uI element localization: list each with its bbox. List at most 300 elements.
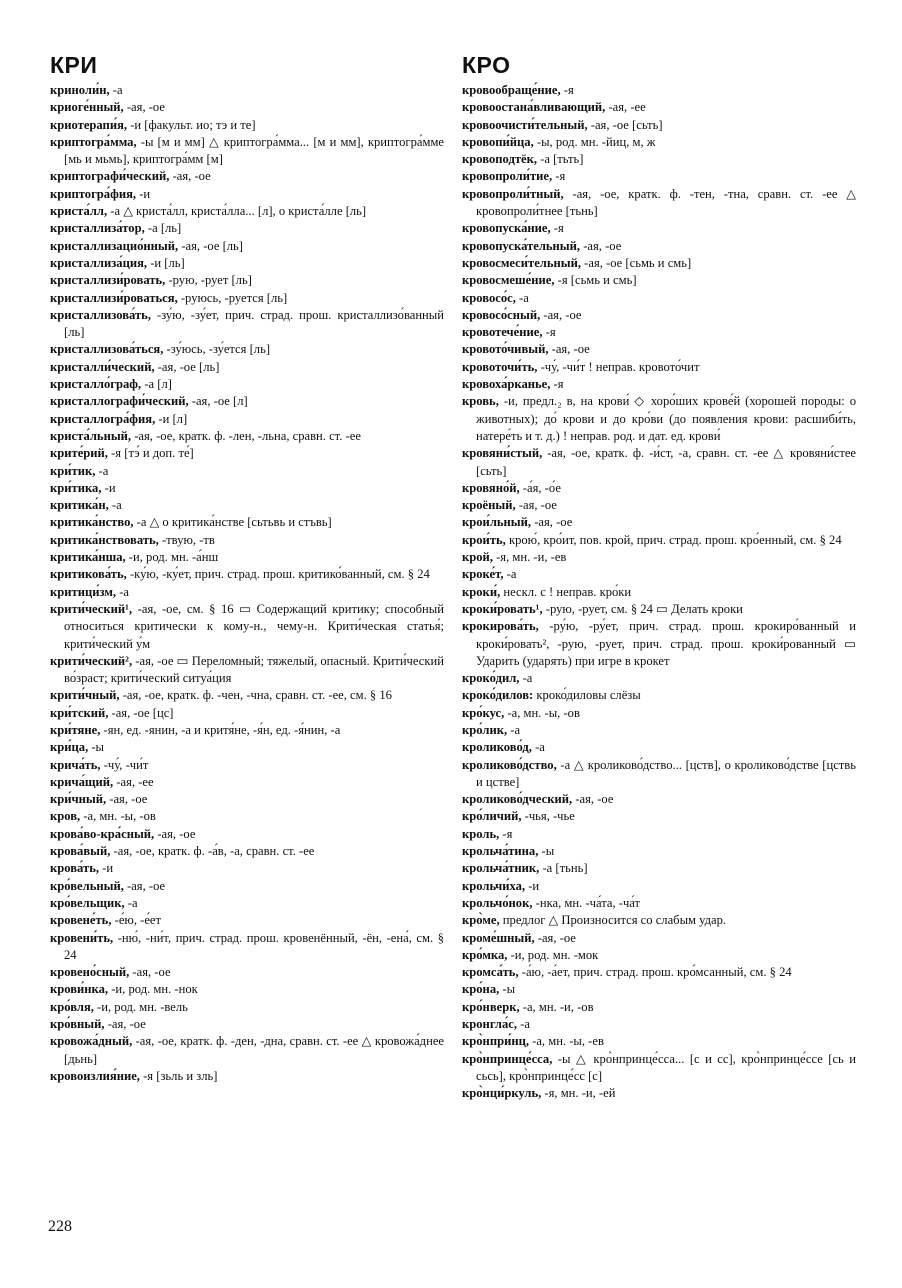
entry-definition: -а <box>116 584 130 599</box>
dictionary-entry <box>462 359 856 376</box>
dictionary-entry <box>462 826 856 843</box>
entry-definition: -я, мн. -и, -ей <box>541 1086 616 1101</box>
dictionary-entry <box>50 930 444 965</box>
dictionary-entry <box>462 584 856 601</box>
entry-definition: -ая, -ое <box>540 307 582 322</box>
entry-headword: кро̀ме, <box>462 913 500 928</box>
dictionary-entry <box>50 808 444 825</box>
dictionary-entry <box>50 272 444 289</box>
dictionary-entry <box>50 826 444 843</box>
dictionary-entry <box>50 514 444 531</box>
entry-definition: -ру́ю, -ру́ет, прич. страд. прош. крокиро́ванный и кроки́ровать², -рую, -рует, прич. страд. прош. кроки́рованный ▭ Ударить (ударять) при игре в крокет <box>476 619 856 668</box>
entry-definition: -а <box>515 290 529 305</box>
entry-headword: кровене́ть, <box>50 913 112 928</box>
entry-headword: криста́лл, <box>50 204 108 219</box>
entry-headword: кро́на, <box>462 982 500 997</box>
entry-headword: критика́нша, <box>50 550 126 565</box>
dictionary-entry <box>462 393 856 445</box>
entry-definition: -ая, -ое <box>129 965 171 980</box>
entry-headword: кро̀нпри́нц, <box>462 1034 529 1049</box>
dictionary-entry <box>50 601 444 653</box>
entry-headword: критика́н, <box>50 498 109 513</box>
entry-headword: криоге́нный, <box>50 100 124 115</box>
entry-definition: -ая, -ое [ль] <box>178 238 243 253</box>
entry-headword: кроки́, <box>462 584 501 599</box>
dictionary-entry <box>462 549 856 566</box>
entry-definition: -ян, ед. -янин, -а и критя́не, -я́н, ед. -я́нин, -а <box>100 722 341 737</box>
entry-definition: -а <box>507 722 521 737</box>
entry-definition: -ы [м и мм] △ криптогра́мма... [м и мм], криптогра́мме [мь и мьмь], криптогра́мм [м] <box>64 134 444 167</box>
dictionary-entry <box>462 134 856 151</box>
dictionary-entry <box>462 220 856 237</box>
entry-headword: кри́тик, <box>50 463 96 478</box>
entry-definition: -я <box>550 221 564 236</box>
entry-headword: кри́тика, <box>50 480 102 495</box>
entry-definition: -ая, -ое [сьть] <box>587 117 663 132</box>
entry-headword: кро́нверк, <box>462 999 520 1014</box>
dictionary-entry <box>50 1068 444 1085</box>
entry-headword: кровени́ть, <box>50 930 114 945</box>
dictionary-entry <box>462 255 856 272</box>
left-guide-word: КРИ <box>50 52 98 78</box>
dictionary-entry <box>50 774 444 791</box>
entry-headword: кристалли́ческий, <box>50 359 155 374</box>
dictionary-entry <box>50 307 444 342</box>
left-column <box>50 52 444 1085</box>
entry-headword: кровено́сный, <box>50 965 130 980</box>
dictionary-entry <box>462 307 856 324</box>
dictionary-entry <box>462 947 856 964</box>
entry-headword: кровоизлия́ние, <box>50 1068 140 1083</box>
dictionary-entry <box>462 1085 856 1102</box>
dictionary-entry <box>462 791 856 808</box>
entry-definition: -ая, -ое, кратк. ф. -и́ст, -а, сравн. ст. -ее △ кровяни́стее [сьть] <box>476 446 856 478</box>
entry-definition: -ы <box>538 844 555 859</box>
entry-headword: крольчи́ха, <box>462 878 526 893</box>
entry-definition: -руюсь, -руется [ль] <box>177 290 288 305</box>
entry-headword: кромса́ть, <box>462 965 519 980</box>
entry-definition: -и <box>99 861 114 876</box>
entry-headword: кроёный, <box>462 498 516 513</box>
entry-headword: криптографи́ческий, <box>50 169 170 184</box>
entry-headword: критика́нствовать, <box>50 532 159 547</box>
entry-definition: -и, род. мн. -нок <box>108 982 198 997</box>
entry-headword: кроликово́дство, <box>462 757 557 772</box>
entry-headword: кроко́дил, <box>462 671 520 686</box>
entry-definition: -а <box>95 463 109 478</box>
entry-headword: кровожа́дный, <box>50 1034 133 1049</box>
entry-definition: -чу́, -чи́т ! неправ. кровото́чит <box>537 359 700 374</box>
dictionary-entry <box>50 566 444 583</box>
entry-headword: крои́ть, <box>462 532 506 547</box>
entry-definition: -твую, -тв <box>158 532 215 547</box>
entry-definition: -а [л] <box>141 377 172 392</box>
dictionary-entry <box>462 670 856 687</box>
entry-definition: -ая, -ое, кратк. ф. -чен, -чна, сравн. ст. -ее, см. § 16 <box>119 688 392 703</box>
dictionary-entry <box>50 82 444 99</box>
entry-headword: криптогра́мма, <box>50 134 137 149</box>
dictionary-entry <box>50 220 444 237</box>
entry-definition: -рую, -рует, см. § 24 ▭ Делать кроки <box>542 601 743 616</box>
dictionary-entry <box>462 930 856 947</box>
entry-definition: -нка, мн. -ча́та, -ча́т <box>532 895 641 910</box>
dictionary-entry <box>462 497 856 514</box>
entry-headword: критика́нство, <box>50 515 134 530</box>
entry-definition: -и, род. мн. -а́нш <box>125 550 219 565</box>
entry-headword: кристаллизова́ться, <box>50 342 164 357</box>
dictionary-entry <box>462 514 856 531</box>
entry-headword: крольча́тник, <box>462 861 540 876</box>
entry-definition: -ы <box>499 982 516 997</box>
entry-headword: кристаллографи́ческий, <box>50 394 189 409</box>
entry-definition: -ая, -ое [л] <box>188 394 248 409</box>
entry-headword: кристаллизова́ть, <box>50 307 151 322</box>
entry-definition: -зу́юсь, -зу́ется [ль] <box>163 342 271 357</box>
entry-headword: крой, <box>462 550 493 565</box>
entry-definition: -а <box>503 567 517 582</box>
dictionary-entry <box>50 843 444 860</box>
entry-definition: -ая, -ое, кратк. ф. -тен, -тна, сравн. ст. -ее △ кровопроли́тнее [тьнь] <box>476 186 856 219</box>
dictionary-entry <box>462 532 856 549</box>
entry-definition: нескл. с ! неправ. кро́ки <box>500 584 632 599</box>
dictionary-entry <box>50 411 444 428</box>
entry-definition: -и, предл.₂ в, на крови́ ◇ хоро́ших крове́й (хорошей породы: о животных); до́ крови и до кро́ви (до появления крови: расшиби́ть, натере́ть и т. д.) ! неправ. род. и дат. ед. крови́ <box>476 394 856 443</box>
entry-headword: кровопуска́тельный, <box>462 238 581 253</box>
dictionary-entry <box>50 532 444 549</box>
entry-definition: -я <box>552 169 566 184</box>
entry-definition: -ая, -ое <box>123 878 166 893</box>
entry-headword: криноли́н, <box>50 83 110 97</box>
entry-headword: кри́тяне, <box>50 722 101 737</box>
entry-definition: кроко́диловы слёзы <box>533 688 641 703</box>
entry-definition: -и, род. мн. -мок <box>507 947 599 962</box>
dictionary-entry <box>462 999 856 1016</box>
entry-definition: -и, род. мн. -вель <box>93 999 188 1014</box>
dictionary-entry <box>462 151 856 168</box>
entry-definition: -и [факульт. ио; тэ и те] <box>127 117 256 132</box>
entry-headword: критици́зм, <box>50 584 117 599</box>
entry-definition: -ая, -ое ▭ Переломный; тяжелый, опасный. Крити́ческий во́зраст; крити́ческий ситуа́ция <box>64 653 444 686</box>
entry-definition: -а, мн. -ы, -ев <box>529 1034 604 1049</box>
right-entry-list <box>462 82 856 1103</box>
entry-headword: кроликово́дческий, <box>462 792 573 807</box>
entry-definition: -а, мн. -ы, -ов <box>80 809 156 824</box>
entry-headword: кроке́т, <box>462 567 504 582</box>
entry-definition: -ню́, -ни́т, прич. страд. прош. кровенённый, -ён, -ена́, см. § 24 <box>64 930 444 962</box>
entry-definition: -и <box>136 186 151 201</box>
entry-headword: кристаллизи́ровать, <box>50 273 166 288</box>
entry-definition: -ая, -ое [цс] <box>108 705 174 720</box>
entry-headword: криотерапи́я, <box>50 117 128 132</box>
entry-definition: -я <box>499 826 513 841</box>
entry-headword: кристаллиза́ция, <box>50 255 148 270</box>
entry-headword: кро́кус, <box>462 705 505 720</box>
entry-headword: крольча́тина, <box>462 844 539 859</box>
entry-headword: кро́вный, <box>50 1017 105 1032</box>
dictionary-entry <box>462 324 856 341</box>
entry-definition: -ая, -ое <box>154 826 196 841</box>
dictionary-entry <box>462 1016 856 1033</box>
entry-definition: предлог △ Произносится со слабым удар. <box>499 913 727 928</box>
entry-definition: -а <box>519 671 533 686</box>
dictionary-entry <box>462 99 856 116</box>
entry-headword: кроль, <box>462 826 500 841</box>
entry-headword: кровяни́стый, <box>462 446 543 461</box>
dictionary-entry <box>50 428 444 445</box>
dictionary-entry <box>50 290 444 307</box>
entry-definition: -ая, -ое <box>580 238 622 253</box>
entry-headword: кроме́шный, <box>462 930 535 945</box>
entry-definition: -и [л] <box>155 411 188 426</box>
entry-headword: кровопи́йца, <box>462 134 534 149</box>
entry-definition: -ы, род. мн. -йиц, м, ж <box>533 134 656 149</box>
entry-definition: -ая, -ое <box>515 498 557 513</box>
dictionary-entry <box>462 601 856 618</box>
entry-headword: кроко́дилов: <box>462 688 534 703</box>
entry-definition: -а <box>124 895 138 910</box>
entry-headword: кровотече́ние, <box>462 325 543 340</box>
dictionary-entry <box>462 117 856 134</box>
entry-definition: -ая, -ое [ль] <box>154 359 220 374</box>
entry-definition: -и <box>525 878 540 893</box>
entry-headword: кроликово́д, <box>462 740 532 755</box>
dictionary-entry <box>50 878 444 895</box>
entry-definition: -ая, -ое <box>123 100 165 115</box>
entry-definition: -а [тьть] <box>537 152 584 167</box>
dictionary-entry <box>462 290 856 307</box>
right-column <box>462 52 856 1103</box>
entry-definition: -я <box>560 83 574 97</box>
entry-definition: -я [сьмь и смь] <box>554 273 637 288</box>
dictionary-entry <box>50 653 444 688</box>
dictionary-entry <box>462 238 856 255</box>
entry-headword: крити́ческий², <box>50 653 133 668</box>
entry-definition: -ку́ю, -ку́ет, прич. страд. прош. критико́ванный, см. § 24 <box>126 567 430 582</box>
dictionary-entry <box>462 1033 856 1050</box>
entry-definition: -а <box>109 83 123 97</box>
dictionary-entry <box>462 895 856 912</box>
entry-definition: -я <box>542 325 556 340</box>
entry-headword: кровосмеси́тельный, <box>462 255 582 270</box>
dictionary-entry <box>50 860 444 877</box>
dictionary-entry <box>50 964 444 981</box>
entry-headword: кровото́чивый, <box>462 342 549 357</box>
entry-definition: -ая, -ое <box>169 169 211 184</box>
dictionary-entry <box>50 722 444 739</box>
entry-definition: -ая, -ое <box>534 930 576 945</box>
entry-headword: кро́вельщик, <box>50 895 125 910</box>
dictionary-entry <box>462 878 856 895</box>
entry-definition: -рую, -рует [ль] <box>165 273 252 288</box>
dictionary-entry <box>462 341 856 358</box>
dictionary-entry <box>50 912 444 929</box>
entry-headword: крои́льный, <box>462 515 532 530</box>
dictionary-entry <box>50 445 444 462</box>
entry-definition: -ая, -ое <box>106 792 148 807</box>
dictionary-entry <box>50 341 444 358</box>
entry-definition: -а [ль] <box>144 221 182 236</box>
entry-definition: -зу́ю, -зу́ет, прич. страд. прош. кристаллизо́ванный [ль] <box>64 307 444 340</box>
dictionary-entry <box>462 739 856 756</box>
entry-headword: кристаллиза́тор, <box>50 221 145 236</box>
entry-headword: крити́ческий¹, <box>50 601 133 616</box>
entry-headword: кри́ца, <box>50 740 89 755</box>
entry-headword: крокирова́ть, <box>462 619 539 634</box>
entry-headword: кристалло́граф, <box>50 377 142 392</box>
dictionary-entry <box>50 393 444 410</box>
entry-definition: -а <box>517 1017 530 1032</box>
entry-headword: кровоха́рканье, <box>462 377 551 392</box>
entry-definition: -ы <box>88 740 105 755</box>
dictionary-entry <box>50 238 444 255</box>
dictionary-entry <box>50 757 444 774</box>
entry-headword: кро̀нци́ркуль, <box>462 1086 542 1101</box>
dictionary-entry <box>50 168 444 185</box>
entry-definition: -я <box>550 377 564 392</box>
entry-definition: -ая, -ое [сьмь и смь] <box>581 255 692 270</box>
entry-definition: -и [ль] <box>147 255 185 270</box>
entry-headword: кровообраще́ние, <box>462 83 561 97</box>
entry-definition: -а [тьнь] <box>539 861 588 876</box>
entry-definition: -ая, -ее <box>605 100 646 115</box>
dictionary-entry <box>462 186 856 221</box>
entry-headword: кри́чный, <box>50 792 107 807</box>
dictionary-entry <box>50 203 444 220</box>
entry-definition: -а △ кроликово́дство... [цств], о кроликово́дстве [цствь и цстве] <box>476 757 856 789</box>
dictionary-entry <box>462 566 856 583</box>
entry-headword: кровоподтёк, <box>462 152 537 167</box>
entry-headword: кровоостана́вливающий, <box>462 100 606 115</box>
dictionary-entry <box>462 480 856 497</box>
entry-headword: кровопуска́ние, <box>462 221 551 236</box>
entry-headword: кровосо́с, <box>462 290 516 305</box>
dictionary-entry <box>462 722 856 739</box>
entry-definition: -е́ю, -е́ет <box>111 913 161 928</box>
entry-definition: -а, мн. -и, -ов <box>519 999 594 1014</box>
entry-headword: кровосо́сный, <box>462 307 541 322</box>
dictionary-entry <box>462 757 856 792</box>
entry-headword: крова́вый, <box>50 844 111 859</box>
entry-headword: кристаллизацио́нный, <box>50 238 179 253</box>
dictionary-entry <box>462 808 856 825</box>
dictionary-entry <box>50 687 444 704</box>
entry-definition: -ая, -ое <box>548 342 590 357</box>
dictionary-entry <box>462 376 856 393</box>
entry-headword: крови́нка, <box>50 982 109 997</box>
entry-headword: кровосмеше́ние, <box>462 273 555 288</box>
entry-headword: кристаллизи́роваться, <box>50 290 178 305</box>
entry-headword: кровоточи́ть, <box>462 359 538 374</box>
entry-headword: кро́мка, <box>462 947 508 962</box>
dictionary-entry <box>50 99 444 116</box>
entry-definition: -чу́, -чи́т <box>100 757 149 772</box>
entry-definition: -а́я, -о́е <box>519 480 561 495</box>
dictionary-entry <box>462 843 856 860</box>
dictionary-entry <box>50 549 444 566</box>
dictionary-entry <box>462 82 856 99</box>
dictionary-entry <box>462 964 856 981</box>
entry-definition: -я [зьль и зль] <box>139 1068 218 1083</box>
dictionary-entry <box>50 186 444 203</box>
entry-definition: -ая, -ее <box>113 774 154 789</box>
entry-definition: -и <box>101 480 116 495</box>
entry-headword: крича́щий, <box>50 774 114 789</box>
dictionary-entry <box>462 1051 856 1086</box>
dictionary-entry <box>50 791 444 808</box>
entry-definition: -а △ о критика́нстве [сьтьвь и стъвь] <box>133 515 332 530</box>
dictionary-entry <box>462 272 856 289</box>
dictionary-entry <box>50 895 444 912</box>
entry-definition: -а́ю, -а́ет, прич. страд. прош. кро́мсанный, см. § 24 <box>518 965 792 980</box>
entry-definition: крою́, кро́ит, пов. крой, прич. страд. прош. кро́енный, см. § 24 <box>505 532 842 547</box>
dictionary-entry <box>462 687 856 704</box>
entry-headword: кровяно́й, <box>462 480 520 495</box>
entry-headword: кро́вля, <box>50 999 94 1014</box>
entry-definition: -ая, -ое, кратк. ф. -ден, -дна, сравн. ст. -ее △ кровожа́днее [дьнь] <box>64 1034 444 1066</box>
entry-headword: кронгла́с, <box>462 1017 517 1032</box>
entry-headword: криста́льный, <box>50 428 132 443</box>
page-number: 228 <box>48 1218 72 1235</box>
entry-headword: кро́лик, <box>462 722 508 737</box>
entry-headword: крова́во-кра́сный, <box>50 826 155 841</box>
entry-definition: -я, мн. -и, -ев <box>492 550 567 565</box>
entry-headword: кровопроли́тие, <box>462 169 553 184</box>
entry-headword: крити́чный, <box>50 688 120 703</box>
entry-headword: крите́рий, <box>50 446 108 461</box>
entry-headword: кроки́ровать¹, <box>462 601 543 616</box>
left-entry-list <box>50 82 444 1085</box>
entry-definition: -ая, -ое <box>531 515 573 530</box>
dictionary-entry <box>50 739 444 756</box>
entry-headword: криптогра́фия, <box>50 186 137 201</box>
dictionary-entry <box>50 255 444 272</box>
entry-definition: -ая, -ое, кратк. ф. -лен, -льна, сравн. ст. -ее <box>131 428 361 443</box>
dictionary-entry <box>50 359 444 376</box>
entry-definition: -а <box>108 498 122 513</box>
entry-headword: критикова́ть, <box>50 567 127 582</box>
entry-headword: кровопроли́тный, <box>462 186 564 201</box>
entry-definition: -ая, -ое <box>572 792 614 807</box>
entry-headword: кров, <box>50 809 81 824</box>
right-guide-word: КРО <box>462 52 511 78</box>
dictionary-entry <box>50 497 444 514</box>
entry-definition: -чья, -чье <box>521 809 575 824</box>
dictionary-entry <box>50 376 444 393</box>
entry-definition: -я [тэ́ и доп. те́] <box>107 446 194 461</box>
dictionary-entry <box>50 117 444 134</box>
entry-headword: кро́личий, <box>462 809 522 824</box>
dictionary-entry <box>50 584 444 601</box>
entry-definition: -а, мн. -ы, -ов <box>504 705 580 720</box>
dictionary-entry <box>462 912 856 929</box>
entry-headword: крольчо́нок, <box>462 895 533 910</box>
dictionary-entry <box>50 480 444 497</box>
entry-headword: кро̀нпринце́сса, <box>462 1051 553 1066</box>
entry-headword: крича́ть, <box>50 757 101 772</box>
entry-headword: кро́вельный, <box>50 878 124 893</box>
dictionary-entry <box>50 705 444 722</box>
dictionary-entry <box>50 981 444 998</box>
dictionary-entry <box>50 999 444 1016</box>
entry-definition: -ая, -ое, см. § 16 ▭ Содержащий критику; способный относиться критически к кому-н., чему-н. Крити́ческая статья́; крити́ческий у́м <box>64 601 444 651</box>
entry-headword: кри́тский, <box>50 705 109 720</box>
entry-headword: кровоочисти́тельный, <box>462 117 588 132</box>
dictionary-entry <box>462 705 856 722</box>
entry-definition: -ы △ кро̀нпринце́сса... [с и сс], кро̀нпринце́ссе [сь и сьсь], кро̀нпринце́сс [с] <box>476 1051 856 1083</box>
dictionary-entry <box>462 445 856 480</box>
dictionary-entry <box>462 618 856 670</box>
dictionary-entry <box>462 860 856 877</box>
